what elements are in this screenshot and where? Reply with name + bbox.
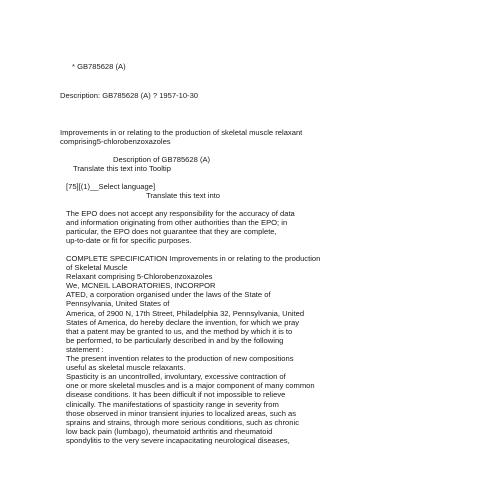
spec-line: spondylitis to the very severe incapacitating neurological diseases, [66, 435, 290, 445]
spec-line: America, of 2900 N, 17th Street, Philadelphia 32, Pennsylvania, United [66, 308, 305, 318]
description-heading: Description: GB785628 (A) ? 1957-10-30 [60, 91, 199, 100]
disclaimer-line: up-to-date or fit for specific purposes. [66, 236, 192, 246]
translate-into-label: Translate this text into [146, 191, 221, 200]
spec-line: useful as skeletal muscle relaxants. [66, 363, 186, 373]
spec-line: ATED, a corporation organised under the laws of the State of [66, 290, 271, 300]
spec-line: Spasticity is an uncontrolled, involuntary, excessive contraction of [66, 372, 286, 382]
title-line-2: comprising5-chlorobenzoxazoles [60, 137, 171, 146]
disclaimer-line: particular, the EPO does not guarantee that they are complete, [66, 227, 277, 237]
patent-reference[interactable]: * GB785628 (A) [72, 62, 126, 71]
title-line-1: Improvements in or relating to the production of skeletal muscle relaxant [60, 128, 303, 137]
spec-line: States of America, do hereby declare the invention, for which we pray [66, 317, 299, 327]
spec-line: disease conditions. It has been difficult if not impossible to relieve [66, 390, 286, 400]
spec-line: that a patent may be granted to us, and the method by which it is to [66, 326, 293, 336]
spec-line: statement : [66, 344, 104, 354]
specification-text [66, 254, 386, 445]
disclaimer-line: and information originating from other authorities than the EPO; in [66, 218, 288, 228]
translate-tooltip-link[interactable]: Translate this text into Tooltip [73, 164, 171, 173]
spec-line: be performed, to be particularly described in and by the following [66, 335, 284, 345]
spec-line: The present invention relates to the production of new compositions [66, 354, 294, 364]
spec-line: low back pain (lumbago), rheumatoid arthritis and rheumatoid [66, 426, 273, 436]
spec-line: COMPLETE SPECIFICATION Improvements in or relating to the production [66, 254, 321, 263]
spec-line: Relaxant comprising 5-Chlorobenzoxazoles [66, 272, 213, 282]
language-selector[interactable]: [75][(1)__Select language] [66, 182, 156, 191]
spec-line: one or more skeletal muscles and is a major component of many common [66, 381, 315, 391]
spec-line: clinically. The manifestations of spasticity range in severity from [66, 399, 279, 409]
spec-line: We, MCNEIL LABORATORIES, INCORPOR [66, 281, 216, 291]
description-of-label: Description of GB785628 (A) [113, 155, 211, 164]
spec-line: sprains and strains, through more serious conditions, such as chronic [66, 417, 299, 427]
spec-line: those observed in minor transient injuries to localized areas, such as [66, 408, 297, 418]
disclaimer-line: The EPO does not accept any responsibility for the accuracy of data [66, 209, 295, 218]
spec-line: of Skeletal Muscle [66, 263, 128, 273]
disclaimer-text [66, 209, 386, 245]
spec-line: Pennsylvania, United States of [66, 299, 170, 309]
